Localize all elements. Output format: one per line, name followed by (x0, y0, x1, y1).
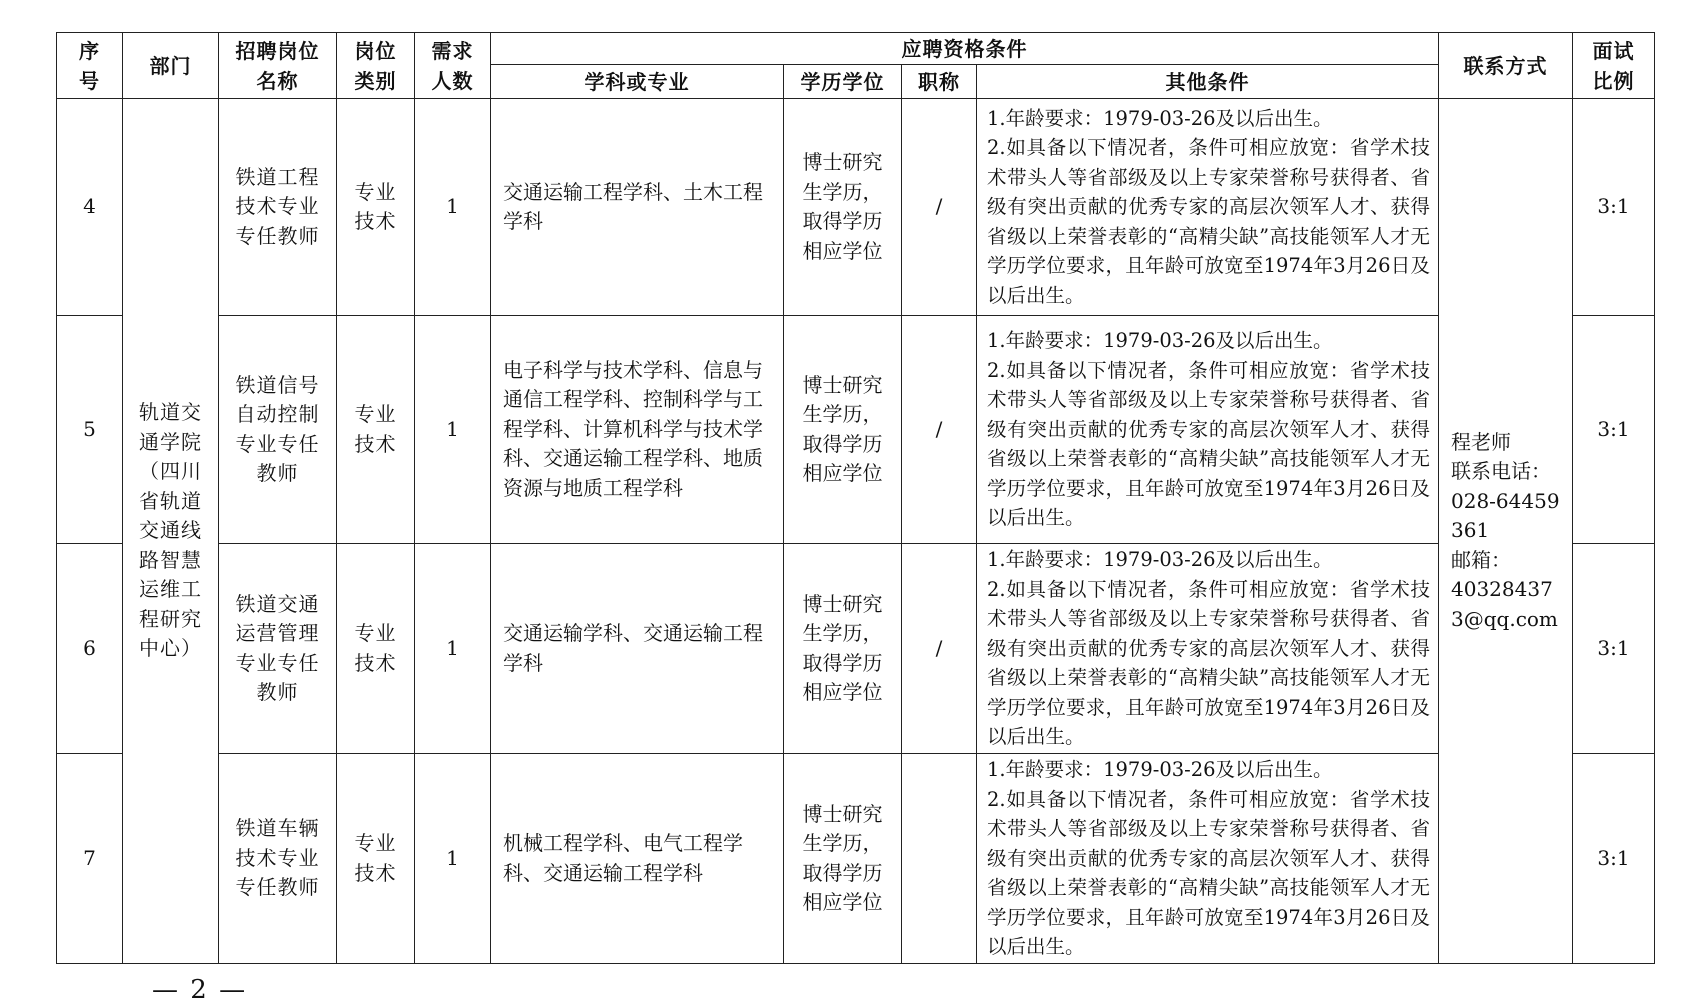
row-education: 博士研究生学历，取得学历相应学位 (784, 316, 902, 544)
row-major: 电子科学与技术学科、信息与通信工程学科、控制科学与工程学科、计算机科学与技术学科、交通运输工程学科、地质资源与地质工程学科 (491, 316, 784, 544)
contact-email: 403284373@qq.com (1451, 577, 1558, 631)
row-count: 1 (415, 754, 491, 964)
header-contact: 联系方式 (1439, 33, 1573, 99)
row-position: 铁道信号自动控制专业专任教师 (219, 316, 337, 544)
row-position: 铁道工程技术专业专任教师 (219, 99, 337, 316)
row-seq: 5 (57, 316, 123, 544)
row-count: 1 (415, 99, 491, 316)
row-seq: 4 (57, 99, 123, 316)
recruitment-table (56, 32, 1655, 964)
row-other-relax: 2.如具备以下情况者，条件可相应放宽：省学术技术带头人等省部级及以上专家荣誉称号获得者、省级有突出贡献的优秀专家的高层次领军人才、获得省级以上荣誉表彰的“高精尖缺”高技能领军人才无学历学位要求，且年龄可放宽至1974年3月26日及以后出生。 (987, 787, 1430, 959)
row-ratio: 3:1 (1573, 316, 1655, 544)
row-category: 专业技术 (337, 544, 415, 754)
header-major: 学科或专业 (491, 65, 784, 99)
row-other-age: 1.年龄要求：1979-03-26及以后出生。 (987, 329, 1333, 353)
table-row (57, 316, 1655, 544)
header-count: 需求人数 (415, 33, 491, 99)
header-qualification: 应聘资格条件 (491, 33, 1439, 65)
row-title: / (902, 544, 977, 754)
row-category: 专业技术 (337, 754, 415, 964)
header-seq: 序号 (57, 33, 123, 99)
row-other-age: 1.年龄要求：1979-03-26及以后出生。 (987, 106, 1333, 130)
row-other-age: 1.年龄要求：1979-03-26及以后出生。 (987, 548, 1333, 572)
row-position: 铁道交通运营管理专业专任教师 (219, 544, 337, 754)
row-title: / (902, 316, 977, 544)
contact-email-label: 邮箱： (1451, 547, 1511, 572)
header-position: 招聘岗位名称 (219, 33, 337, 99)
row-title: / (902, 99, 977, 316)
page-number: — 2 — (152, 975, 248, 1005)
row-ratio: 3:1 (1573, 544, 1655, 754)
contact-name: 程老师 (1451, 429, 1511, 454)
row-education: 博士研究生学历，取得学历相应学位 (784, 544, 902, 754)
table-row (57, 544, 1655, 754)
row-other-relax: 2.如具备以下情况者，条件可相应放宽：省学术技术带头人等省部级及以上专家荣誉称号获得者、省级有突出贡献的优秀专家的高层次领军人才、获得省级以上荣誉表彰的“高精尖缺”高技能领军人才无学历学位要求，且年龄可放宽至1974年3月26日及以后出生。 (987, 136, 1430, 307)
table-row (57, 754, 1655, 964)
row-position: 铁道车辆技术专业专任教师 (219, 754, 337, 964)
row-other (977, 99, 1439, 316)
row-major: 交通运输学科、交通运输工程学科 (491, 544, 784, 754)
row-other (977, 316, 1439, 544)
row-other (977, 544, 1439, 754)
row-other-relax: 2.如具备以下情况者，条件可相应放宽：省学术技术带头人等省部级及以上专家荣誉称号获得者、省级有突出贡献的优秀专家的高层次领军人才、获得省级以上荣誉表彰的“高精尖缺”高技能领军人才无学历学位要求，且年龄可放宽至1974年3月26日及以后出生。 (987, 358, 1430, 530)
header-other: 其他条件 (977, 65, 1439, 99)
table-row (57, 99, 1655, 316)
row-other-relax: 2.如具备以下情况者，条件可相应放宽：省学术技术带头人等省部级及以上专家荣誉称号获得者、省级有突出贡献的优秀专家的高层次领军人才、获得省级以上荣誉表彰的“高精尖缺”高技能领军人才无学历学位要求，且年龄可放宽至1974年3月26日及以后出生。 (987, 577, 1430, 749)
header-education: 学历学位 (784, 65, 902, 99)
contact-phone: 028-64459361 (1451, 488, 1560, 543)
contact-cell (1439, 99, 1573, 964)
row-seq: 6 (57, 544, 123, 754)
row-count: 1 (415, 544, 491, 754)
header-category: 岗位类别 (337, 33, 415, 99)
row-other-age: 1.年龄要求：1979-03-26及以后出生。 (987, 758, 1333, 782)
header-title: 职称 (902, 65, 977, 99)
row-ratio: 3:1 (1573, 99, 1655, 316)
row-ratio: 3:1 (1573, 754, 1655, 964)
header-dept: 部门 (123, 33, 219, 99)
row-category: 专业技术 (337, 99, 415, 316)
row-education: 博士研究生学历，取得学历相应学位 (784, 754, 902, 964)
row-seq: 7 (57, 754, 123, 964)
department-cell: 轨道交通学院（四川省轨道交通线路智慧运维工程研究中心） (123, 99, 219, 964)
row-category: 专业技术 (337, 316, 415, 544)
row-education: 博士研究生学历，取得学历相应学位 (784, 99, 902, 316)
header-ratio: 面试比例 (1573, 33, 1655, 99)
row-title (902, 754, 977, 964)
row-major: 机械工程学科、电气工程学科、交通运输工程学科 (491, 754, 784, 964)
contact-phone-label: 联系电话： (1451, 459, 1551, 484)
row-major: 交通运输工程学科、土木工程学科 (491, 99, 784, 316)
row-other (977, 754, 1439, 964)
row-count: 1 (415, 316, 491, 544)
